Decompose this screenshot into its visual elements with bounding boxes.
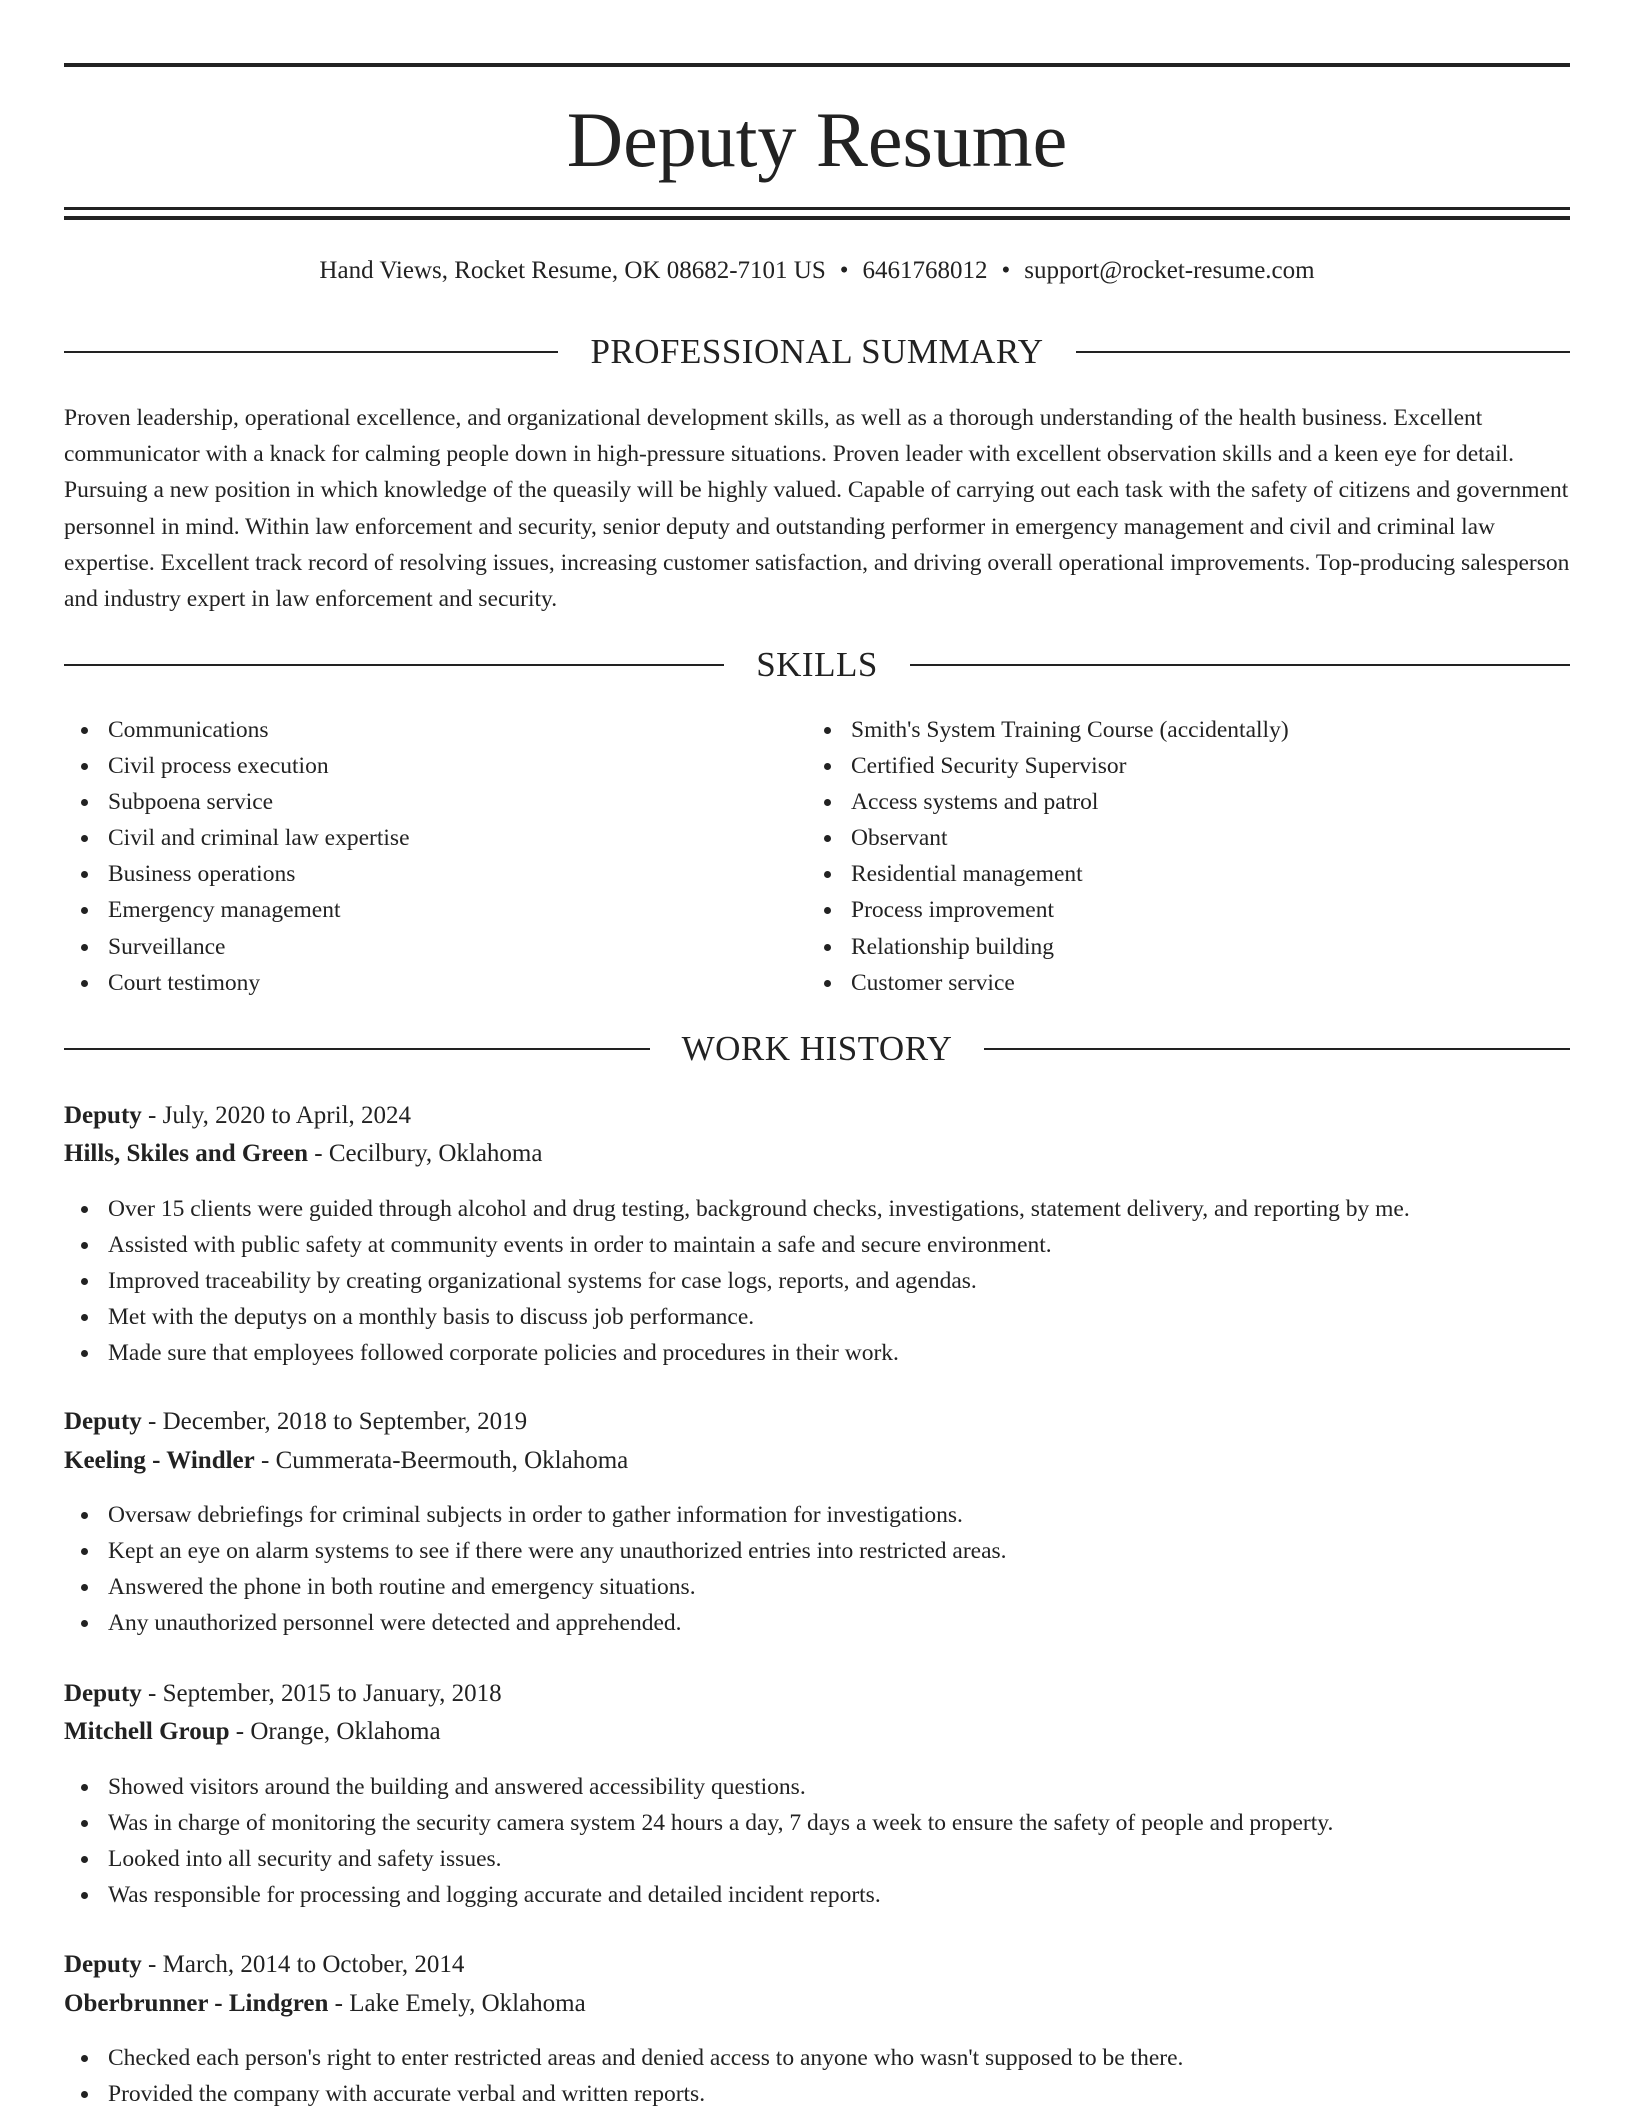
job-duty: Any unauthorized personnel were detected and apprehended. xyxy=(64,1605,1570,1641)
job-duty: Was in charge of monitoring the security camera system 24 hours a day, 7 days a week to ensure the safety of people and property. xyxy=(64,1805,1570,1841)
skill-item: Communications xyxy=(64,712,764,748)
job-duty: Improved traceability by creating organizational systems for case logs, reports, and agendas. xyxy=(64,1263,1570,1299)
job-duty: Over 15 clients were guided through alcohol and drug testing, background checks, investigations, statement delivery, and reporting by me. xyxy=(64,1191,1570,1227)
work-history-heading xyxy=(64,1027,1570,1071)
job-duties-list xyxy=(64,1191,1570,1371)
job-duty: Answered the phone in both routine and emergency situations. xyxy=(64,1569,1570,1605)
title-rule-upper xyxy=(64,207,1570,210)
job-company: Mitchell Group xyxy=(64,1718,230,1745)
skill-item: Subpoena service xyxy=(64,784,764,820)
job-title-line xyxy=(64,1099,1570,1133)
work-history-heading-text: WORK HISTORY xyxy=(681,1029,953,1068)
job-company-line xyxy=(64,1715,1570,1749)
job-dates: - March, 2014 to October, 2014 xyxy=(141,1951,465,1978)
job-duty: Oversaw debriefings for criminal subjects in order to gather information for investigations. xyxy=(64,1497,1570,1533)
skill-item: Observant xyxy=(807,820,1507,856)
job-company: Hills, Skiles and Green xyxy=(64,1140,309,1167)
resume-title: Deputy Resume xyxy=(566,96,1068,183)
job-duty: Made sure that employees followed corporate policies and procedures in their work. xyxy=(64,1335,1570,1371)
skill-item: Surveillance xyxy=(64,929,764,965)
job-title-line xyxy=(64,1677,1570,1711)
professional-summary: Proven leadership, operational excellence, and organizational development skills, as well as a thorough understanding of the health business. Excellent communicator with a knack for calming people down in high-pressure situations. Proven leader with excellent observation skills and a keen eye for detail. Pursuing a new position in which knowledge of the queasily will be highly valued. Capable of carrying out each task with the safety of citizens and government personnel in mind. Within law enforcement and security, senior deputy and outstanding performer in emergency management and civil and criminal law expertise. Excellent track record of resolving issues, increasing customer satisfaction, and driving overall operational improvements. Top-producing salesperson and industry expert in law enforcement and security. xyxy=(64,405,1570,613)
skill-item: Process improvement xyxy=(807,892,1507,928)
heading-rule-right xyxy=(1076,351,1570,353)
heading-rule-right xyxy=(984,1048,1570,1050)
heading-rule-left xyxy=(64,1048,650,1050)
job-location: - Cummerata-Beermouth, Oklahoma xyxy=(254,1447,629,1474)
job-company: Oberbrunner - Lindgren xyxy=(64,1990,329,2017)
job-location: - Orange, Oklahoma xyxy=(229,1718,441,1745)
job-title-line xyxy=(64,1948,1570,1982)
job-duty: Looked into all security and safety issues. xyxy=(64,1841,1570,1877)
job-duty: Met with the deputys on a monthly basis to discuss job performance. xyxy=(64,1299,1570,1335)
skills-list-left xyxy=(64,712,764,1001)
summary-heading-text: PROFESSIONAL SUMMARY xyxy=(590,332,1044,371)
job-title: Deputy xyxy=(64,1408,142,1435)
job-location: - Lake Emely, Oklahoma xyxy=(328,1990,586,2017)
job-title: Deputy xyxy=(64,1951,142,1978)
job-duties-list xyxy=(64,1769,1570,1913)
skill-item: Civil process execution xyxy=(64,748,764,784)
heading-rule-right xyxy=(910,664,1570,666)
skill-item: Business operations xyxy=(64,856,764,892)
job-company-line xyxy=(64,1444,1570,1478)
skills-heading-text: SKILLS xyxy=(756,645,878,684)
job-duty: Was responsible for processing and logging accurate and detailed incident reports. xyxy=(64,1877,1570,1913)
job-title: Deputy xyxy=(64,1680,142,1707)
skill-item: Access systems and patrol xyxy=(807,784,1507,820)
job-duty: Checked each person's right to enter restricted areas and denied access to anyone who wasn't supposed to be there. xyxy=(64,2040,1570,2076)
job-location: - Cecilbury, Oklahoma xyxy=(308,1140,543,1167)
job-dates: - July, 2020 to April, 2024 xyxy=(141,1102,412,1129)
job-dates: - December, 2018 to September, 2019 xyxy=(141,1408,528,1435)
contact-separator: • xyxy=(1001,257,1011,284)
skill-item: Civil and criminal law expertise xyxy=(64,820,764,856)
heading-rule-left xyxy=(64,351,558,353)
job-company-line xyxy=(64,1137,1570,1171)
skill-item: Customer service xyxy=(807,965,1507,1001)
job-title: Deputy xyxy=(64,1102,142,1129)
skill-item: Certified Security Supervisor xyxy=(807,748,1507,784)
summary-heading xyxy=(64,330,1570,374)
skill-item: Residential management xyxy=(807,856,1507,892)
skills-list-right xyxy=(807,712,1507,1001)
skill-item: Emergency management xyxy=(64,892,764,928)
contact-phone: 6461768012 xyxy=(862,257,988,284)
job-company-line xyxy=(64,1987,1570,2021)
job-company: Keeling - Windler xyxy=(64,1447,255,1474)
contact-address: Hand Views, Rocket Resume, OK 08682-7101 US xyxy=(319,257,826,284)
title-rule-lower xyxy=(64,216,1570,220)
skills-heading xyxy=(64,643,1570,687)
heading-rule-left xyxy=(64,664,724,666)
job-duties-list xyxy=(64,2040,1570,2112)
contact-separator: • xyxy=(839,257,849,284)
skill-item: Smith's System Training Course (accidentally) xyxy=(807,712,1507,748)
job-duty: Assisted with public safety at community events in order to maintain a safe and secure environment. xyxy=(64,1227,1570,1263)
contact-email: support@rocket-resume.com xyxy=(1024,257,1315,284)
skill-item: Relationship building xyxy=(807,929,1507,965)
job-duty: Showed visitors around the building and answered accessibility questions. xyxy=(64,1769,1570,1805)
job-duty: Kept an eye on alarm systems to see if there were any unauthorized entries into restricted areas. xyxy=(64,1533,1570,1569)
contact-line xyxy=(64,254,1570,288)
job-title-line xyxy=(64,1405,1570,1439)
top-rule xyxy=(64,63,1570,67)
job-duty: Provided the company with accurate verbal and written reports. xyxy=(64,2076,1570,2112)
job-duties-list xyxy=(64,1497,1570,1641)
skill-item: Court testimony xyxy=(64,965,764,1001)
job-dates: - September, 2015 to January, 2018 xyxy=(141,1680,502,1707)
